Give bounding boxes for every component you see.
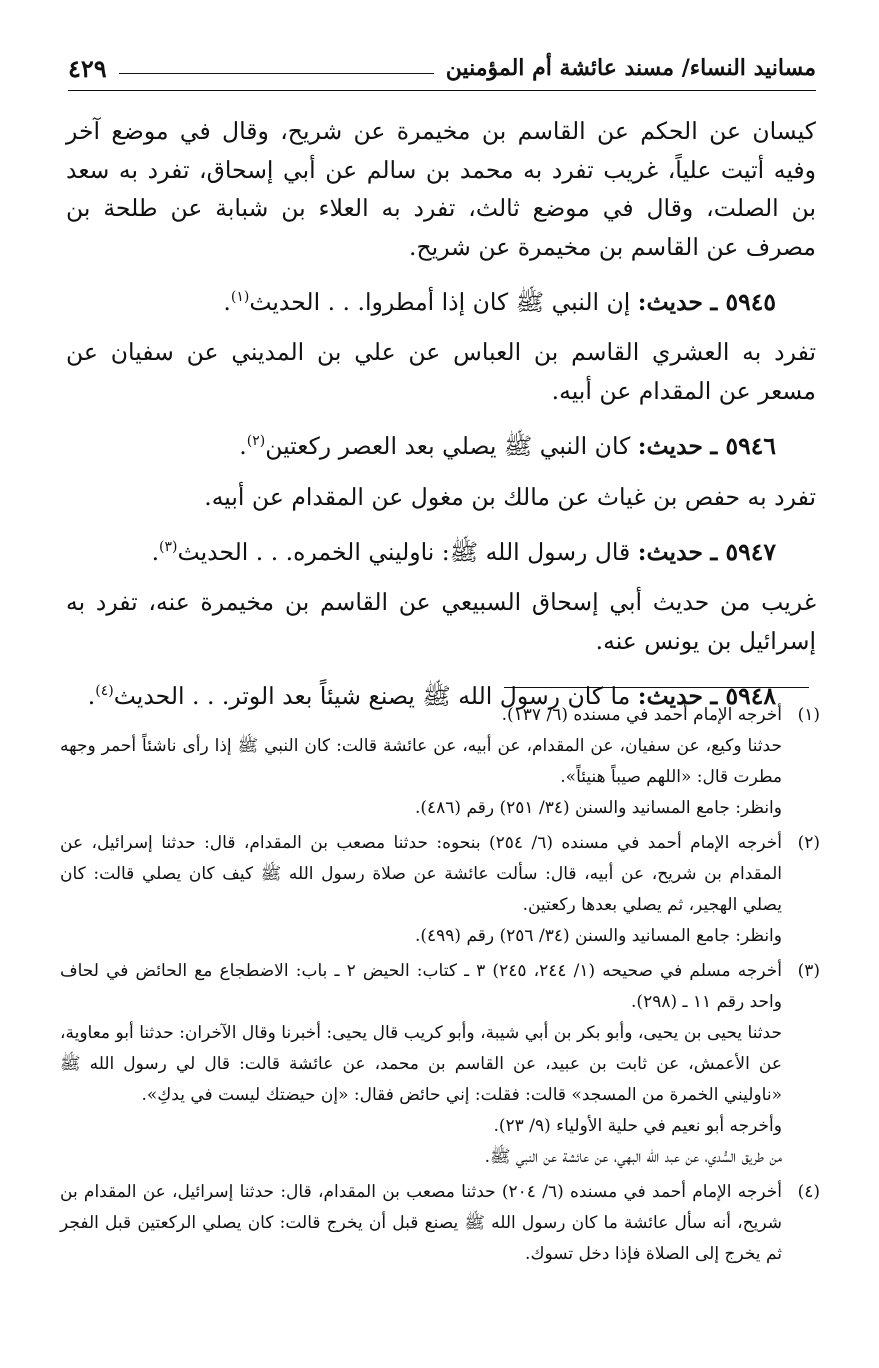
hadith-number: ٥٩٤٨ ـ [710, 682, 776, 711]
hadith-end: . [151, 537, 160, 566]
footnote-line: حدثنا يحيى بن يحيى، وأبو بكر بن أبي شيبة، وأبو كريب قال يحيى: أخبرنا وقال الآخران: حدثنا أبو معاوية، عن الأعمش، عن ثابت بن عبيد، عن القاسم بن محمد، عن عائشة قالت: قال لي رسول الله ﷺ «ناوليني الخمرة من المسجد» قالت: فقلت: إني حائض فقال: «إن حيضتك ليست في يدكِ». [60, 1023, 782, 1105]
hadith-text: كان النبي ﷺ يصلي بعد العصر ركعتين [265, 432, 631, 461]
header-rule [119, 73, 434, 74]
footnote-line: وانظر: جامع المسانيد والسنن (٣٤/ ٢٥٦) رقم (٤٩٩). [414, 926, 782, 946]
footnote-ref: (١) [230, 289, 250, 305]
hadith-end: . [87, 682, 96, 711]
footnote-separator [504, 687, 809, 688]
hadith-end: . [239, 432, 247, 461]
hadith-number: ٥٩٤٥ ـ [710, 287, 776, 316]
footnote-line: أخرجه الإمام أحمد في مسنده (٦/ ٢٥٤) بنحوه: حدثنا مصعب بن المقدام، قال: حدثنا إسرائيل، عن المقدام بن شريح، عن أبيه، قال: سألت عائشة عن صلاة رسول الله ﷺ كيف كان يصلي قالت: كان يصلي الهجير، ثم يصلي بعدها ركعتين. [60, 833, 782, 915]
footnote-4 [60, 1177, 820, 1270]
footnote-line: أخرجه الإمام أحمد في مسنده (٦/ ١٣٧). [501, 705, 782, 725]
footnote-number: (٣) [797, 961, 820, 981]
footnote-3 [60, 956, 820, 1173]
footnote-ref: (٤) [95, 683, 114, 700]
footnote-number: (١) [797, 705, 820, 725]
hadith-5945 [66, 278, 816, 321]
footnote-ref: (٣) [159, 539, 178, 556]
hadith-text: قال رسول الله ﷺ: ناوليني الخمره. . . الحديث [177, 537, 631, 566]
footnote-ref: (٢) [246, 433, 266, 450]
hadith-text: إن النبي ﷺ كان إذا أمطروا. . . الحديث [249, 287, 631, 316]
paragraph-2: تفرد به العشري القاسم بن العباس عن علي بن المديني عن سفيان عن مسعر عن المقدام عن أبيه. [66, 338, 816, 405]
footnote-line: أخرجه مسلم في صحيحه (١/ ٢٤٤، ٢٤٥) ٣ ـ كتاب: الحيض ٢ ـ باب: الاضطجاع مع الحائض في لحاف واحد رقم ١١ ـ (٢٩٨). [60, 961, 782, 1012]
hadith-number: ٥٩٤٧ ـ [710, 537, 776, 566]
page-number: ٤٢٩ [68, 53, 107, 83]
footnote-1 [60, 700, 820, 824]
hadith-keyword: حديث: [637, 432, 703, 461]
footnote-line: حدثنا وكيع، عن سفيان، عن المقدام، عن أبيه، عن عائشة قالت: كان النبي ﷺ إذا رأى ناشئاً أحمر وجهه مطرت قال: «اللهم صيباً هنيئاً». [60, 736, 782, 787]
main-text [66, 112, 816, 728]
footnote-line: أخرجه الإمام أحمد في مسنده (٦/ ٢٠٤) حدثنا مصعب بن المقدام، قال: حدثنا إسرائيل، عن المقدام بن شريح، أنه سأل عائشة ما كان رسول الله ﷺ يصنع قبل أن يخرج قالت: كان يصلي الركعتين قبل الفجر ثم يخرج إلى الصلاة فإذا دخل تسوك. [60, 1182, 782, 1264]
running-title: مسانيد النساء/ مسند عائشة أم المؤمنين [445, 55, 816, 81]
header-divider [68, 90, 816, 91]
hadith-text: ما كان رسول الله ﷺ يصنع شيئاً بعد الوتر. . . الحديث [113, 682, 631, 711]
hadith-5946 [66, 422, 816, 465]
footnote-line: وأخرجه أبو نعيم في حلية الأولياء (٩/ ٢٣). [493, 1116, 782, 1136]
footnotes [60, 700, 820, 1274]
footnote-number: (٤) [797, 1182, 820, 1202]
hadith-keyword: حديث: [637, 287, 703, 316]
footnote-line: وانظر: جامع المسانيد والسنن (٣٤/ ٢٥١) رقم (٤٨٦). [414, 798, 782, 818]
hadith-keyword: حديث: [637, 537, 703, 566]
footnote-number: (٢) [797, 833, 820, 853]
running-header [68, 46, 816, 90]
footnote-2 [60, 828, 820, 952]
hadith-number: ٥٩٤٦ ـ [710, 432, 776, 461]
footnote-line: من طريق السُّدي، عن عبد الله البهي، عن عائشة عن النبي ﷺ. [484, 1147, 782, 1167]
paragraph-3: تفرد به حفص بن غياث عن مالك بن مغول عن المقدام عن أبيه. [204, 482, 816, 511]
hadith-end: . [223, 287, 231, 316]
paragraph-4: غريب من حديث أبي إسحاق السبيعي عن القاسم بن مخيمرة عنه، تفرد به إسرائيل بن يونس عنه. [66, 588, 816, 655]
hadith-5947 [66, 528, 816, 571]
hadith-keyword: حديث: [637, 682, 703, 711]
paragraph-1: كيسان عن الحكم عن القاسم بن مخيمرة عن شريح، وقال في موضع آخر وفيه أتيت علياً، غريب تفرد به محمد بن سالم عن أبي إسحاق، تفرد به سعد بن الصلت، وقال في موضع ثالث، تفرد به العلاء بن شبابة عن طلحة بن مصرف عن القاسم بن مخيمرة عن شريح. [66, 117, 816, 261]
